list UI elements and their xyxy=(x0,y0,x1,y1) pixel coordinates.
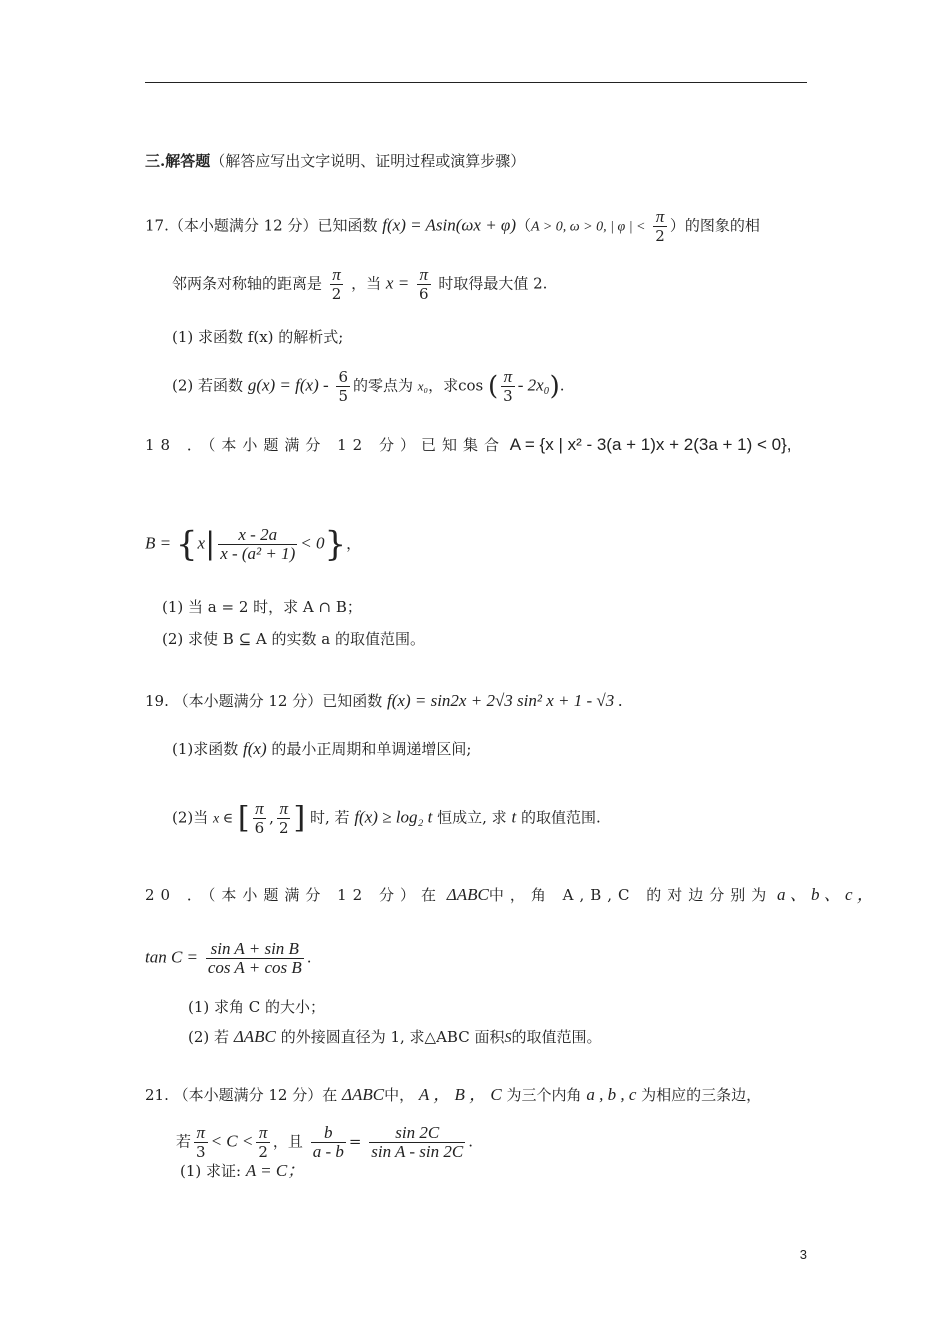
frac-den: 6 xyxy=(254,819,265,837)
q20-p2-triangle: ΔABC xyxy=(233,1027,276,1046)
frac-den: 2 xyxy=(258,1143,268,1161)
frac-num: π xyxy=(256,1124,270,1143)
frac-den: cos A + cos B xyxy=(207,958,302,977)
q20-part2 xyxy=(188,1026,601,1050)
frac-den: 2 xyxy=(331,285,342,303)
frac-den: 3 xyxy=(196,1143,206,1161)
q19-holds: 恒成立, 求 xyxy=(437,808,507,827)
frac-num: π xyxy=(277,800,291,819)
frac-num: π xyxy=(653,208,667,227)
frac-den: 6 xyxy=(418,285,429,303)
q20-line1 xyxy=(145,884,874,906)
q17-pi-over-2 xyxy=(653,208,667,245)
q21-range-c: < C < xyxy=(210,1131,254,1151)
section-note: （解答应写出文字说明、证明过程或演算步骤） xyxy=(210,152,526,170)
q19-line1 xyxy=(145,690,623,712)
q20-p2-end: 的取值范围。 xyxy=(511,1028,602,1046)
q20-tanc: tan C = xyxy=(145,947,199,967)
frac-num: π xyxy=(417,266,431,285)
q19-t: t xyxy=(511,807,517,827)
q19-part1 xyxy=(172,738,471,760)
frac-num: sin A + sin B xyxy=(206,940,304,959)
q21-if: 若 xyxy=(176,1132,192,1151)
q21-a-eq-c: A = C； xyxy=(245,1161,305,1180)
q18-set-a: A = {x | x² - 3(a + 1)x + 2(3a + 1) < 0}, xyxy=(509,435,792,454)
q17-find: ，求 xyxy=(428,376,459,395)
left-bracket: [ xyxy=(237,800,250,836)
q19-intro: 19. （本小题满分 12 分）已知函数 xyxy=(145,692,383,710)
frac-den: 2 xyxy=(278,819,289,837)
q19-pi-over-2 xyxy=(277,800,291,837)
frac-num: π xyxy=(253,800,267,819)
section-title: 三.解答题 xyxy=(145,152,211,170)
q20-p2-if: (2) 若 xyxy=(188,1028,230,1046)
frac-den: sin A - sin 2C xyxy=(371,1142,464,1161)
q18-intro: 18 ．（本小题满分 12 分）已知集合 xyxy=(145,436,505,454)
q17-pi-over-6 xyxy=(417,266,431,303)
q19-range: 的取值范围. xyxy=(520,808,601,827)
left-brace: { xyxy=(175,524,198,565)
q21-angles: A ， B ， C xyxy=(418,1085,502,1104)
q21-middle: 中， xyxy=(384,1086,415,1104)
q21-and: ，且 xyxy=(272,1132,303,1151)
q17-when: ，当 xyxy=(351,274,382,293)
q20-abc: a 、 b 、 c ， xyxy=(777,885,874,904)
frac-den: 2 xyxy=(655,227,665,245)
q21-prove: (1) 求证: xyxy=(180,1162,242,1180)
q17-end: . xyxy=(559,376,565,395)
q17-distance-text: 邻两条对称轴的距离是 xyxy=(172,274,323,293)
q20-tan xyxy=(145,940,312,977)
q18-setb xyxy=(145,526,361,563)
q17-max-text: 时取得最大值 2. xyxy=(438,274,548,293)
section-heading xyxy=(145,150,525,172)
frac-num: x - 2a xyxy=(218,526,297,545)
q18-part1: (1) 当 a = 2 时，求 A ∩ B； xyxy=(162,598,362,616)
q19-part2: (2)当 x ∈ [ $\frac{\pi}{6}$ , $\frac{\pi}{2}$ ] 时, 若 f(x) ≥ log₂ t 恒成立, 求 t 的取值范围. xyxy=(172,799,601,837)
q19-fx: f(x) xyxy=(243,739,267,758)
left-paren: ( xyxy=(488,371,499,402)
q18-x: x xyxy=(197,533,206,553)
frac-den: 5 xyxy=(338,387,348,405)
q19-ineq: f(x) ≥ log₂ t xyxy=(354,807,433,827)
q17-line1 xyxy=(145,208,760,245)
q20-triangle: ΔABC xyxy=(446,885,489,904)
q21-line2 xyxy=(176,1124,473,1161)
q20-p2-text: 的外接圆直径为 1, 求△ABC 面积 xyxy=(280,1028,505,1046)
q17-line2 xyxy=(172,266,547,303)
q17-zero-text: 的零点为 xyxy=(352,376,413,395)
q17-p2-intro: (2) 若函数 xyxy=(172,376,244,395)
frac-num: π xyxy=(330,266,344,285)
q20-S: S xyxy=(504,1031,512,1046)
right-paren: ) xyxy=(549,371,560,402)
q17-part2 xyxy=(172,368,565,405)
q21-sides-text: 为相应的三条边， xyxy=(641,1086,762,1104)
q17-function: f(x) = Asin(ωx + φ) xyxy=(382,215,516,235)
q21-pi-over-3 xyxy=(194,1124,208,1161)
q17-x0: x₀ xyxy=(417,378,429,394)
q19-p1-intro: (1)求函数 xyxy=(172,740,239,758)
q21-sides: a , b , c xyxy=(586,1085,637,1104)
q17-pi-over-3 xyxy=(501,368,515,405)
q19-x-in: x ∈ xyxy=(213,811,234,827)
q18-line1 xyxy=(145,434,792,456)
q17-intro: 17.（本小题满分 12 分）已知函数 xyxy=(145,216,378,235)
q21-part1 xyxy=(180,1160,304,1182)
q21-triangle: ΔABC xyxy=(342,1085,385,1104)
frac-num: 6 xyxy=(338,368,348,386)
q19-p1-text: 的最小正周期和单调递增区间; xyxy=(271,740,472,758)
frac-den: x - (a² + 1) xyxy=(220,544,296,563)
q21-intro: 21. （本小题满分 12 分）在 xyxy=(145,1086,338,1104)
q21-left-fraction xyxy=(311,1124,346,1161)
frac-num: π xyxy=(501,368,515,387)
q17-paren: （ xyxy=(516,216,532,235)
q19-p2-when: (2)当 xyxy=(172,808,209,827)
q17-condition: A > 0, ω > 0, | φ | < xyxy=(531,219,646,235)
q17-g-func: g(x) = f(x) - xyxy=(247,375,329,395)
q20-sides-text: 中，角 A,B,C 的对边分别为 xyxy=(488,886,773,904)
q18-comma: ， xyxy=(346,534,362,553)
frac-den: 3 xyxy=(503,387,513,405)
header-rule xyxy=(145,82,807,83)
q17-intro-end: ）的图象的相 xyxy=(669,216,760,235)
q17-six-fifths xyxy=(336,368,350,405)
q21-angles-text: 为三个内角 xyxy=(506,1086,582,1104)
q19-pi-over-6 xyxy=(253,800,267,837)
frac-num: b xyxy=(311,1124,346,1143)
q20-fraction xyxy=(206,940,304,977)
q21-line1 xyxy=(145,1084,761,1106)
frac-num: π xyxy=(194,1124,208,1143)
q18-part2: (2) 求使 B ⊆ A 的实数 a 的取值范围。 xyxy=(162,630,425,648)
q17-pi-over-2b xyxy=(330,266,344,303)
right-brace: } xyxy=(324,524,347,565)
frac-num: sin 2C xyxy=(369,1124,465,1143)
q18-b-eq: B = xyxy=(145,533,172,553)
q17-x-eq: x = xyxy=(385,273,410,293)
q20-end: . xyxy=(306,948,312,967)
q21-pi-over-2 xyxy=(256,1124,270,1161)
q17-part1: (1) 求函数 f(x) 的解析式; xyxy=(172,328,344,346)
right-bracket: ] xyxy=(293,800,306,836)
q21-eq: = xyxy=(348,1132,362,1151)
q18-lt-zero: < 0 xyxy=(300,533,325,553)
q21-end: . xyxy=(468,1132,473,1151)
q21-right-fraction xyxy=(369,1124,465,1161)
frac-den: a - b xyxy=(312,1142,344,1161)
bar: | xyxy=(205,526,216,562)
q17-cos: cos xyxy=(458,376,484,395)
q20-intro: 20 ．（本小题满分 12 分）在 xyxy=(145,886,442,904)
q19-if: 时, 若 xyxy=(309,808,350,827)
q19-function: f(x) = sin2x + 2√3 sin² x + 1 - √3 . xyxy=(387,691,623,710)
q17-minus-2x0: - 2x₀ xyxy=(517,375,550,395)
page-number: 3 xyxy=(799,1247,807,1262)
q20-part1: (1) 求角 C 的大小； xyxy=(188,998,326,1016)
q18-fraction xyxy=(218,526,297,563)
